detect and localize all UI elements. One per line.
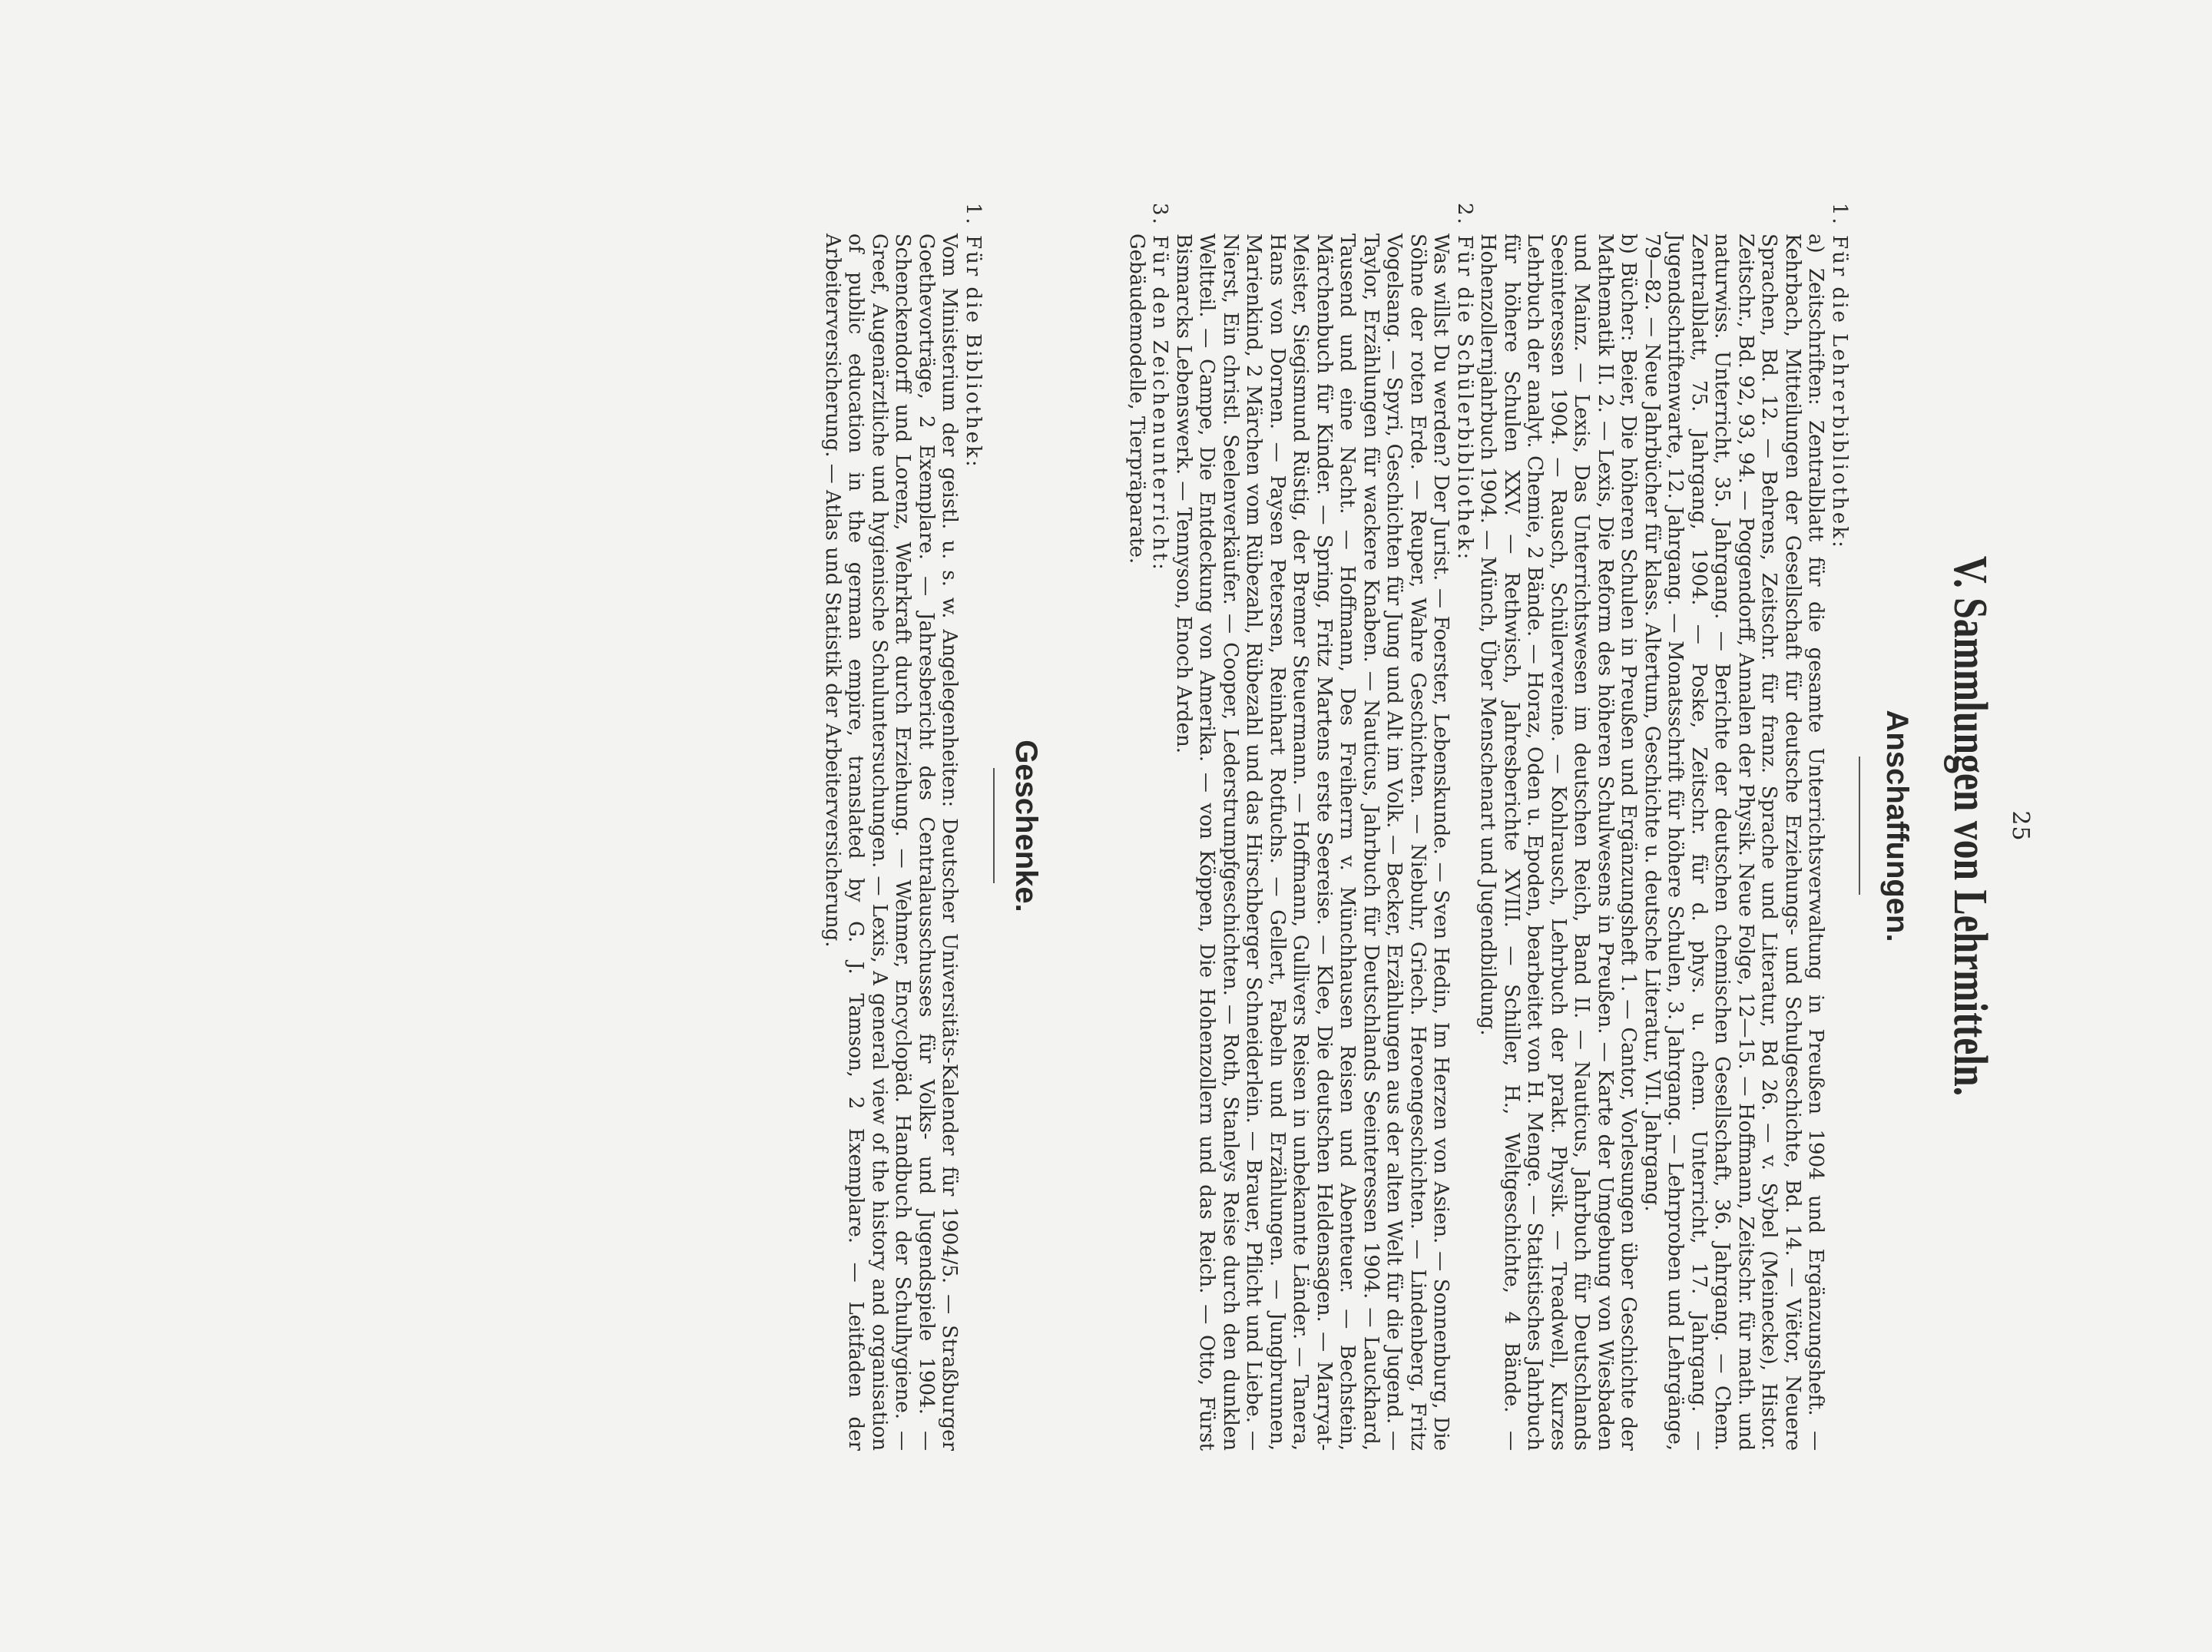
page-number: 25: [2007, 810, 2034, 842]
divider-rule: [1859, 756, 1860, 895]
section-label-zeichenunterricht: 3. Für den Zeichenunterricht:: [1148, 203, 1172, 572]
paragraph-zeitschriften: a) Zeitschriften: Zentralblatt für die gesamte Unterrichtsverwaltung in Preußen 1904 und Ergänzungsheft. — Kehrbach, Mitteilungen der Gesellschaft für deutsche Erziehungs- und Schulgeschichte, Bd. 14. — Viëtor, Neuere Sprachen, Bd. 12. — Behrens, Zeitschr. für franz. Sprache und Literatur, Bd 26. — v. Sybel (Meinecke), Histor. Zeitschr., Bd. 92, 93, 94. — Poggendorff, Annalen der Physik. Neue Folge, 12—15. — Hoffmann, Zeitschr. für math. und naturwiss. Unterricht, 35. Jahrgang. — Berichte der deutschen chemischen Gesellschaft, 36. Jahrgang. — Chem. Zentralblatt, 75. Jahrgang, 1904. — Poske, Zeitschr. für d. phys. u. chem. Unterricht, 17. Jahrgang. — Jugendschriftenwarte, 12. Jahrgang. — Monatsschrift für höhere Schulen, 3. Jahrgang. — Lehrproben und Lehrgänge, 79—82. — Neue Jahrbücher für klass. Altertum, Geschichte u. deutsche Literatur, VII. Jahrgang.: [1641, 233, 1828, 1451]
section-label-lehrerbibliothek: 1. Für die Lehrerbibliothek:: [1828, 203, 1851, 550]
paragraph-bibliothek: Vom Ministerium der geistl. u. s. w. Angelegenheiten: Deutscher Universitäts-Kalender für 1904/5. — Straßburger Goethevorträge, 2 Exemplare. — Jahresbericht des Centralausschusses für Volks- und Jugendspiele 1904. — Schenckendorff und Lorenz, Wehrkraft durch Erziehung. — Wehmer, Encyclopäd. Handbuch der Schulhygiene. — Greef, Augenärztliche und hygienische Schuluntersuchungen. — Lexis, A general view of the history and organisation of public education in the german empire, translated by G. J. Tamson, 2 Exemplare. — Leitfaden der Arbeiterversicherung. — Atlas und Statistik der Arbeiterversicherung.: [821, 233, 962, 1451]
paragraph-zeichenunterricht: Gebäudemodelle, Tierpräparate.: [1125, 233, 1148, 564]
section-heading-anschaffungen: Anschaffungen.: [1880, 710, 1914, 942]
anschaffungen-section: [1125, 203, 1852, 1451]
paragraph-schuelerbibliothek: Was willst Du werden? Der Jurist. — Foerster, Lebenskunde. — Sven Hedin, Im Herzen von Asien. — Sonnenburg, Die Söhne der roten Erde. — Reuper, Wahre Geschichten. — Niebuhr, Griech. Heroengeschichten. — Lindenberg, Fritz Vogelsang. — Spyri, Geschichten für Jung und Alt im Volk. — Becker, Erzählungen aus der alten Welt für die Jugend. — Taylor, Erzählungen für wackere Knaben. — Nauticus, Jahrbuch für Deutschlands Seeinteressen 1904. — Lauckhard, Tausend und eine Nacht. — Hoffmann, Des Freiherrn v. Münchhausen Reisen und Abenteuer. — Bechstein, Märchenbuch für Kinder. — Spring, Fritz Martens erste Seereise. — Klee, Die deutschen Heldensagen. — Marryat-Meister, Siegismund Rüstig, der Bremer Steuermann. — Hoffmann, Gullivers Reisen in unbekannte Länder. — Tanera, Hans von Dornen. — Paysen Petersen, Reinhart Rotfuchs. — Gellert, Fabeln und Erzählungen. — Jungbrunnen, Marienkind, 2 Märchen vom Rübezahl, Rübezahl und das Hirschberger Schneiderlein. — Brauer, Pflicht und Liebe. — Nierst, Ein christl. Seelenverkäufer. — Cooper, Lederstrumpfgeschichten. — Roth, Stanleys Reise durch den dunklen Weltteil. — Campe, Die Entdeckung von Amerika. — von Köppen, Die Hohenzollern und das Reich. — Otto, Fürst Bismarcks Lebenswerk. — Tennyson, Enoch Arden.: [1172, 233, 1453, 1451]
section-label-schuelerbibliothek: 2. Für die Schülerbibliothek:: [1453, 203, 1476, 562]
divider-rule: [993, 768, 995, 883]
page-title: V. Sammlungen von Lehrmitteln.: [1944, 555, 1996, 1097]
section-label-bibliothek: 1. Für die Bibliothek:: [962, 203, 985, 469]
section-heading-geschenke: Geschenke.: [1009, 740, 1043, 912]
paragraph-buecher: b) Bücher: Beier, Die höheren Schulen in Preußen und Ergänzungsheft 1. — Cantor, Vorlesungen über Geschichte der Mathematik II. 2. — Lexis, Die Reform des höheren Schulwesens in Preußen. — Karte der Umgebung von Wiesbaden und Mainz. — Lexis, Das Unterrichtswesen im deutschen Reich, Band II. — Nauticus, Jahrbuch für Deutschlands Seeinteressen 1904. — Rausch, Schülervereine. — Kohlrausch, Lehrbuch der prakt. Physik. — Treadwell, Kurzes Lehrbuch der analyt. Chemie, 2 Bände. — Horaz, Oden u. Epoden, bearbeitet von H. Menge. — Statistisches Jahrbuch für höhere Schulen XXV. — Rethwisch, Jahresberichte XVIII. — Schiller, H., Weltgeschichte, 4 Bände. — Hohenzollernjahrbuch 1904. — Münch, Über Menschenart und Jugendbildung.: [1476, 233, 1641, 1451]
geschenke-section: [821, 203, 985, 1451]
